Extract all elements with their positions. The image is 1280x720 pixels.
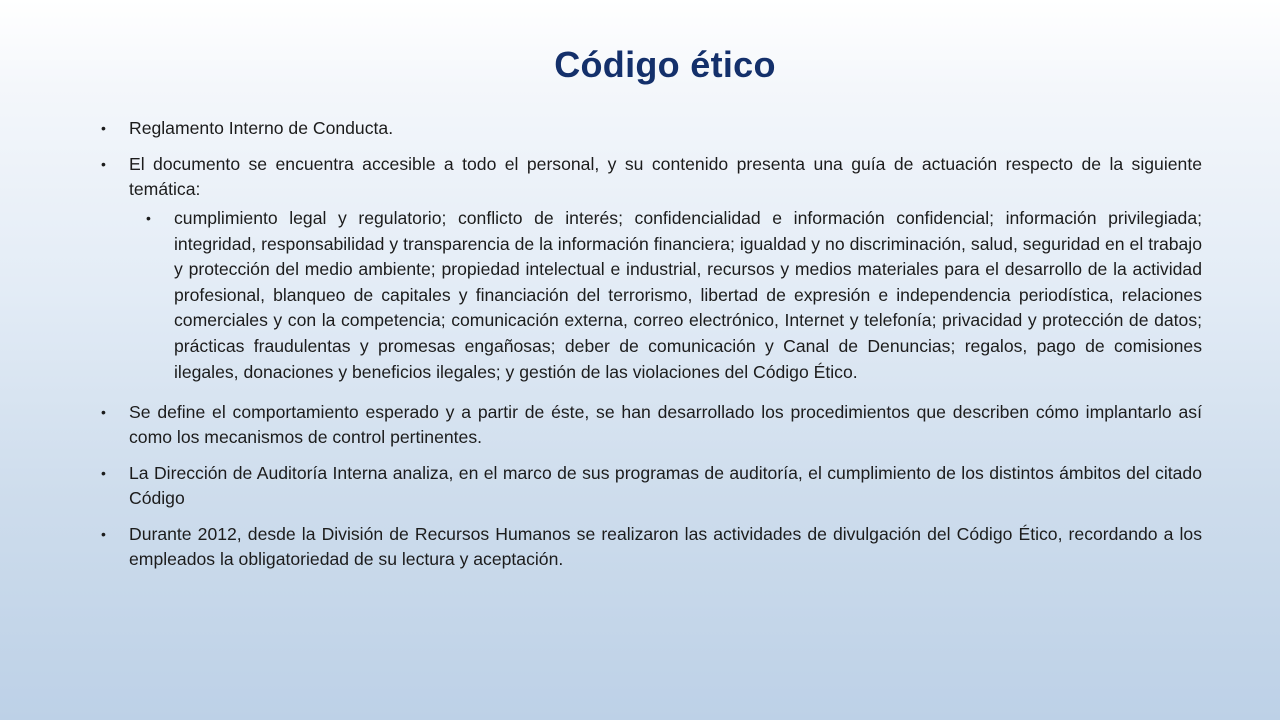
bullet-text: Reglamento Interno de Conducta. <box>129 118 394 138</box>
bullet-icon: • <box>101 526 106 543</box>
bullet-item <box>99 400 1202 450</box>
bullet-text: Durante 2012, desde la División de Recursos Humanos se realizaron las actividades de divulgación del Código Ético, recordando a los empleados la obligatoriedad de su lectura y aceptación. <box>129 524 1202 570</box>
sub-bullet-list <box>99 206 1202 385</box>
sub-bullet-text: cumplimiento legal y regulatorio; conflicto de interés; confidencialidad e información confidencial; información privilegiada; integridad, responsabilidad y transparencia de la información financiera; igualdad y no discriminación, salud, seguridad en el trabajo y protección del medio ambiente; propiedad intelectual e industrial, recursos y medios materiales para el desarrollo de la actividad profesional, blanqueo de capitales y financiación del terrorismo, libertad de expresión e independencia periodística, relaciones comerciales y con la competencia; comunicación externa, correo electrónico, Internet y telefonía; privacidad y protección de datos; prácticas fraudulentas y promesas engañosas; deber de comunicación y Canal de Denuncias; regalos, pago de comisiones ilegales, donaciones y beneficios ilegales; y gestión de las violaciones del Código Ético. <box>174 208 1202 382</box>
sub-bullet-item <box>146 206 1202 385</box>
bullet-text: La Dirección de Auditoría Interna analiza, en el marco de sus programas de auditoría, el cumplimiento de los distintos ámbitos del citado Código <box>129 463 1202 509</box>
bullet-item <box>99 461 1202 511</box>
bullet-icon: • <box>101 404 106 421</box>
bullet-item <box>99 152 1202 202</box>
bullet-icon: • <box>101 120 106 136</box>
bullet-item <box>99 522 1202 572</box>
bullet-item <box>99 116 1202 141</box>
bullet-text: Se define el comportamiento esperado y a partir de éste, se han desarrollado los procedimientos que describen cómo implantarlo así como los mecanismos de control pertinentes. <box>129 402 1202 448</box>
bullet-text: El documento se encuentra accesible a todo el personal, y su contenido presenta una guía de actuación respecto de la siguiente temática: <box>129 154 1202 199</box>
bullet-icon: • <box>101 156 106 172</box>
slide-title: Código ético <box>554 44 776 85</box>
slide-content <box>99 116 1202 583</box>
sub-bullet-icon: • <box>146 210 151 226</box>
bullet-icon: • <box>101 465 106 482</box>
